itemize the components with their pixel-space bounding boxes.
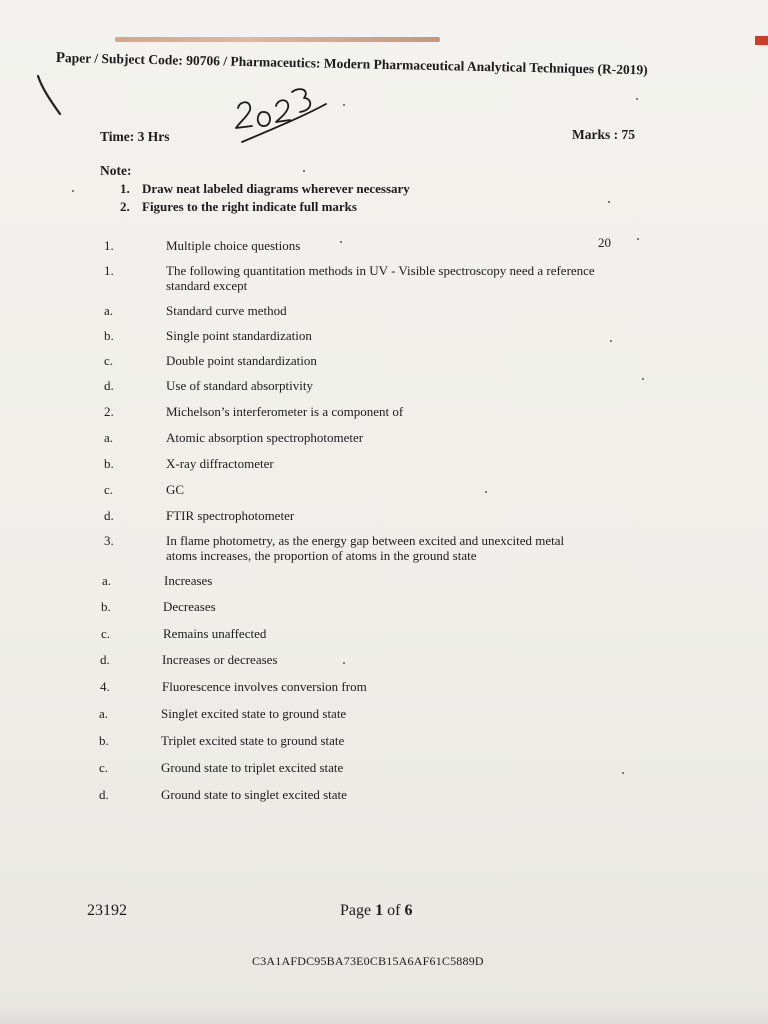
top-tape-strip: [115, 37, 440, 42]
note-item-text: Figures to the right indicate full marks: [142, 199, 357, 214]
question-number: 1.: [104, 238, 114, 253]
speck: [303, 170, 305, 172]
handwritten-year: [230, 84, 340, 144]
option-text: Ground state to triplet excited state: [161, 760, 344, 775]
paper-header-initial: P: [55, 50, 66, 67]
option-label: b.: [104, 328, 114, 343]
page-mid: of: [383, 902, 405, 919]
option-label: c.: [104, 482, 114, 497]
option-label: c.: [104, 353, 114, 368]
document-hash: C3A1AFDC95BA73E0CB15A6AF61C5889D: [252, 954, 484, 968]
subquestion-text: The following quantitation methods in UV - Visible spectroscopy need a reference standard except: [166, 263, 595, 293]
speck: [622, 772, 624, 774]
marks-label: Marks : 75: [572, 127, 635, 142]
option-text: GC: [166, 482, 185, 497]
page-prefix: Page: [340, 902, 376, 919]
note-item: [120, 199, 357, 215]
option-label: c.: [101, 626, 111, 641]
option-label: d.: [100, 652, 110, 667]
option-text: Decreases: [163, 599, 216, 614]
option-label: a.: [104, 303, 114, 318]
note-item-text: Draw neat labeled diagrams wherever necessary: [142, 181, 410, 196]
option-label: d.: [104, 378, 114, 393]
option-label: a.: [104, 430, 114, 445]
option-text: X-ray diffractometer: [166, 456, 274, 471]
paper-header-text: aper / Subject Code: 90706 / Pharmaceutics: Modern Pharmaceutical Analytical Techniques (R-2019): [64, 50, 648, 78]
pen-stroke-icon: [30, 70, 70, 120]
subquestion-text: In flame photometry, as the energy gap between excited and unexcited metal atoms increases, the proportion of atoms in the ground state: [166, 533, 565, 563]
option-label: c.: [99, 760, 109, 775]
option-label: b.: [104, 456, 114, 471]
option-text: Increases: [164, 573, 213, 588]
option-text: Increases or decreases: [162, 652, 278, 667]
speck: [610, 340, 612, 342]
option-text: Ground state to singlet excited state: [161, 787, 347, 802]
paper-code: 23192: [87, 902, 127, 919]
speck: [642, 378, 644, 380]
page-indicator: [340, 902, 412, 920]
subquestion-number: 4.: [100, 679, 110, 694]
option-text: Atomic absorption spectrophotometer: [166, 430, 364, 445]
subquestion-number: 1.: [104, 263, 114, 278]
subquestion-text: Fluorescence involves conversion from: [162, 679, 367, 694]
speck: [343, 662, 345, 664]
page-number: 1: [375, 902, 384, 919]
option-label: b.: [101, 599, 111, 614]
note-item-number: 1.: [120, 181, 130, 196]
option-label: b.: [99, 733, 109, 748]
option-label: d.: [104, 508, 114, 523]
speck: [637, 238, 639, 240]
question-marks: 20: [598, 235, 611, 250]
option-text: FTIR spectrophotometer: [166, 508, 295, 523]
speck: [636, 98, 638, 100]
paper-header: [56, 50, 696, 80]
option-label: a.: [102, 573, 112, 588]
subquestion-text: Michelson’s interferometer is a component of: [166, 404, 404, 419]
option-text: Triplet excited state to ground state: [161, 733, 345, 748]
speck: [485, 491, 487, 493]
subquestion-number: 3.: [104, 533, 114, 548]
note-title: Note:: [100, 163, 132, 178]
bottom-shadow: [0, 1006, 768, 1024]
note-item: [120, 181, 410, 197]
note-item-number: 2.: [120, 199, 130, 214]
option-text: Standard curve method: [166, 303, 287, 318]
time-label: Time: 3 Hrs: [100, 129, 170, 144]
speck: [340, 241, 342, 243]
speck: [343, 104, 345, 106]
page-total: 6: [404, 902, 413, 919]
option-text: Single point standardization: [166, 328, 312, 343]
subquestion-number: 2.: [104, 404, 114, 419]
option-text: Singlet excited state to ground state: [161, 706, 347, 721]
speck: [608, 201, 610, 203]
option-text: Remains unaffected: [163, 626, 267, 641]
speck: [72, 190, 74, 192]
option-label: a.: [99, 706, 109, 721]
option-text: Double point standardization: [166, 353, 317, 368]
red-edge-mark: [755, 36, 768, 45]
option-text: Use of standard absorptivity: [166, 378, 313, 393]
question-title: Multiple choice questions: [166, 238, 301, 253]
option-label: d.: [99, 787, 109, 802]
